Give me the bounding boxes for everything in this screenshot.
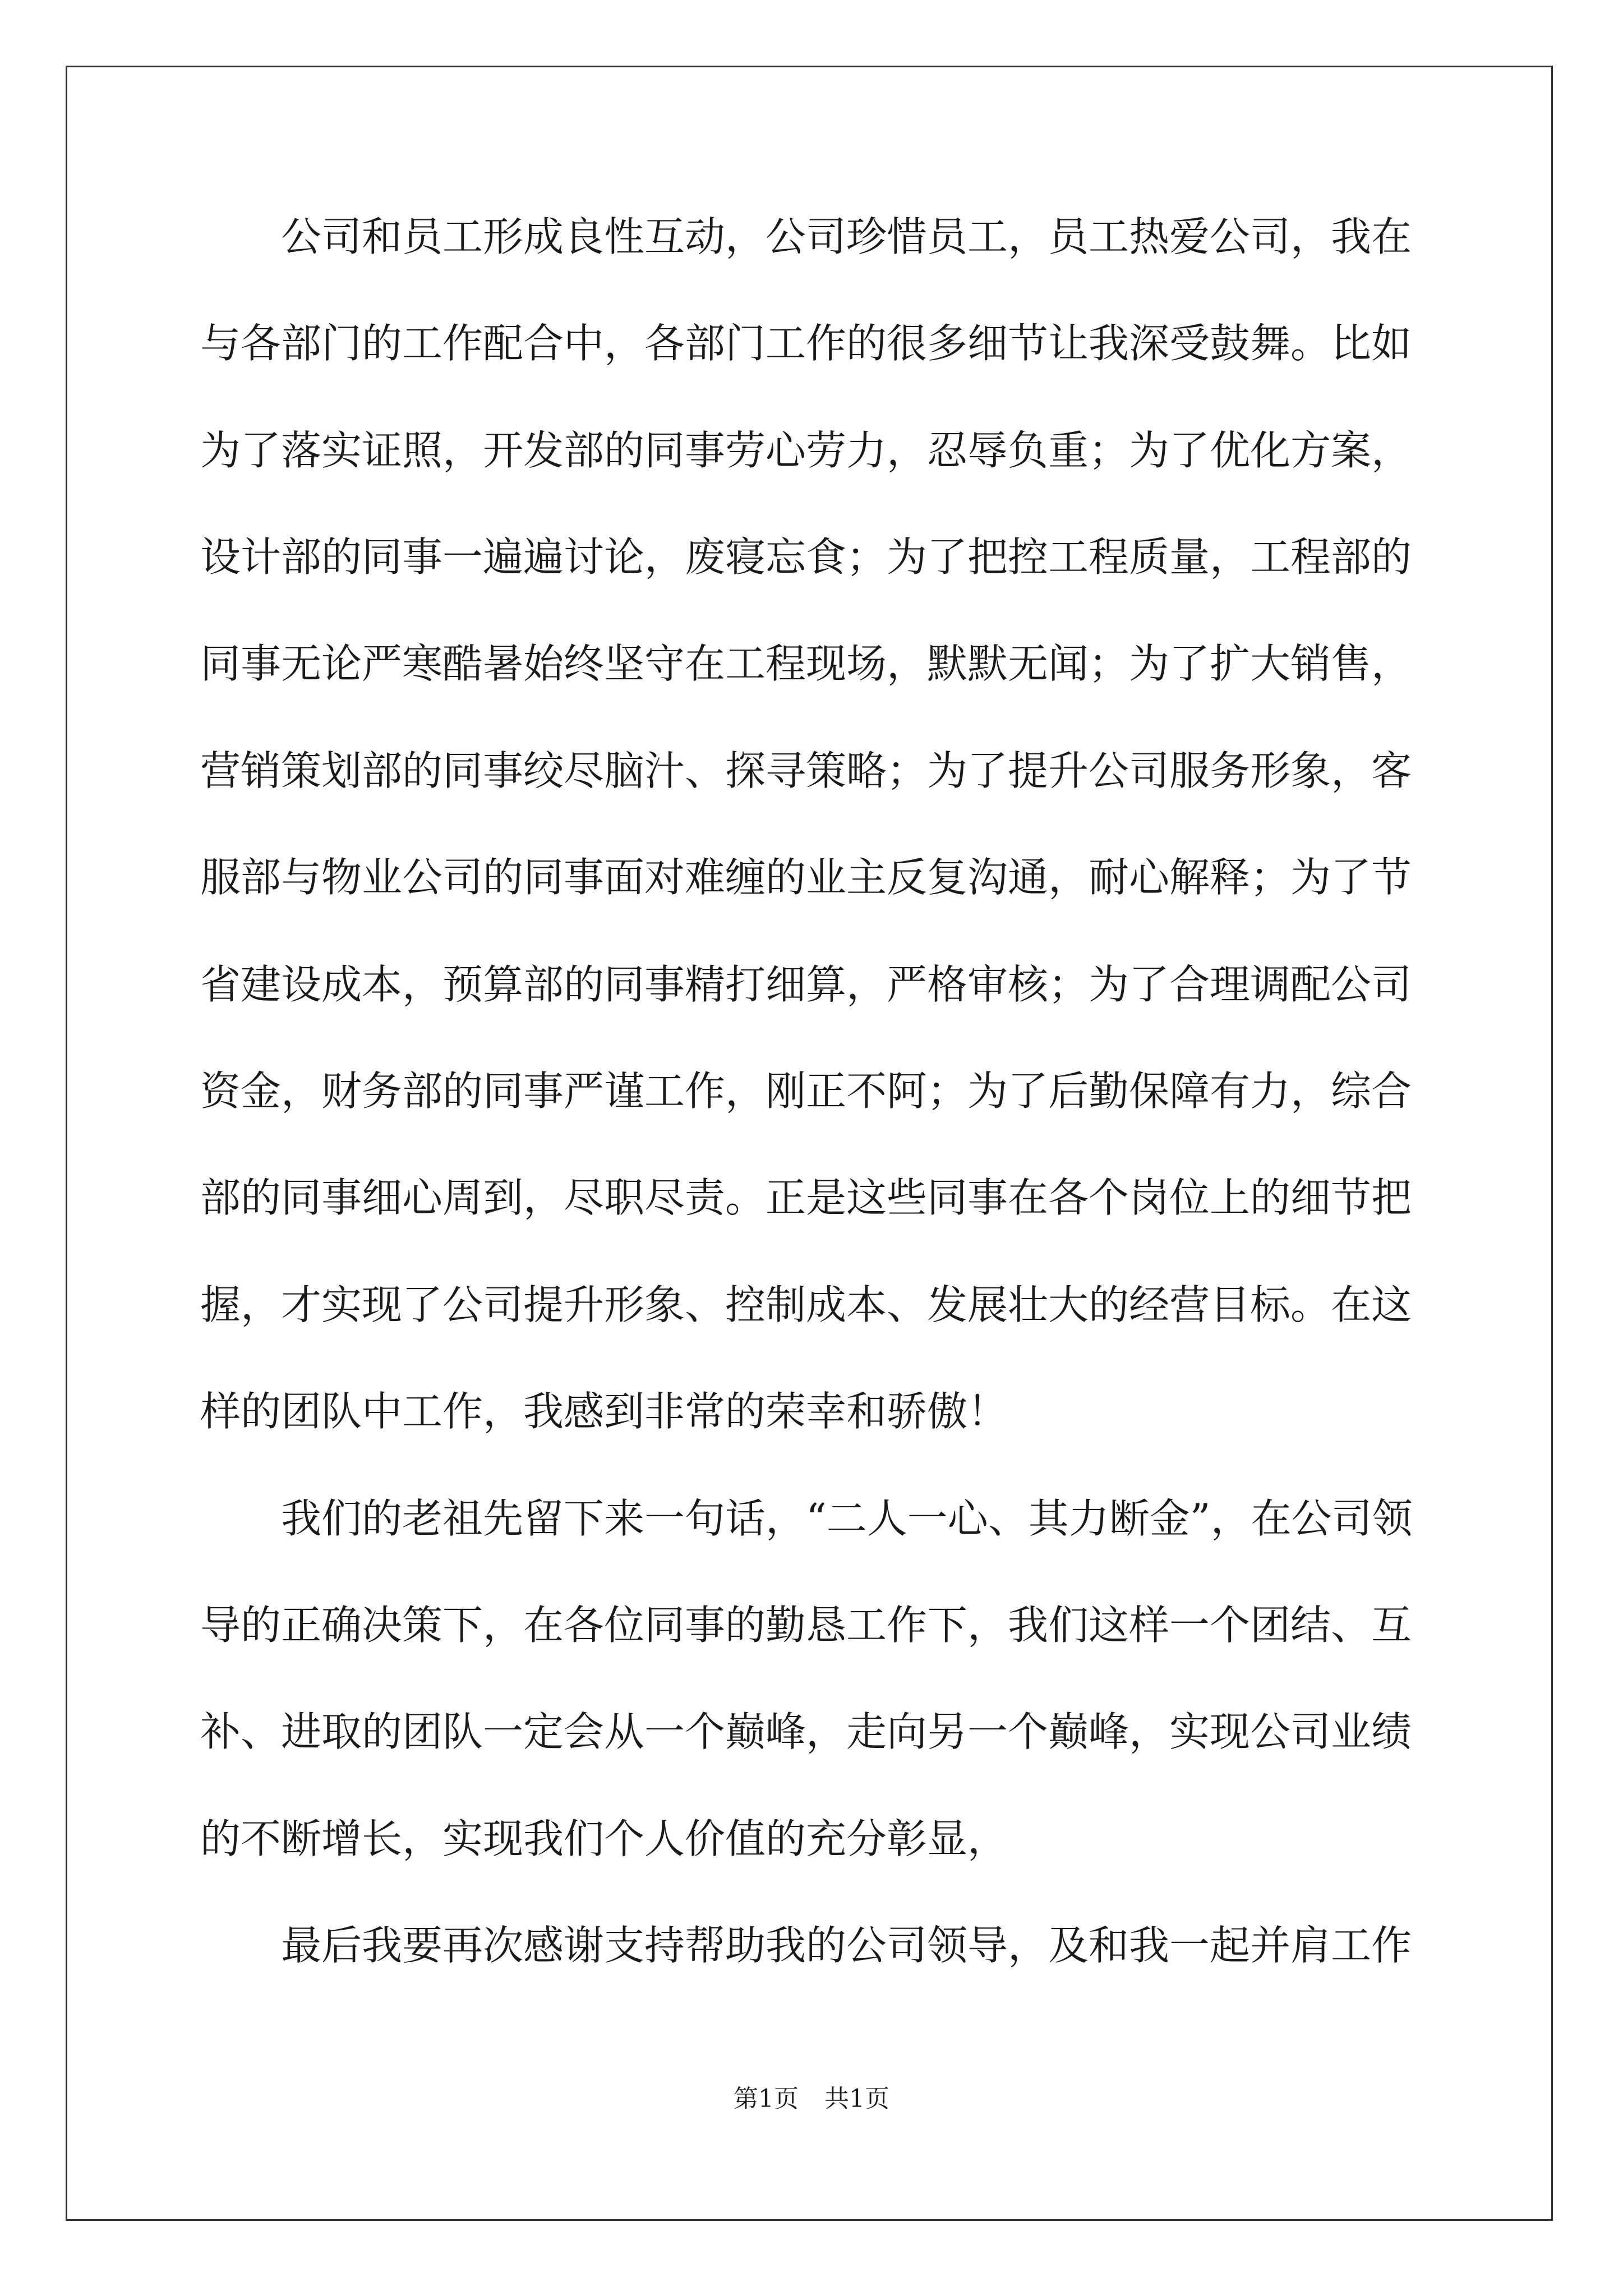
body-line: 我们的老祖先留下来一句话，“二人一心、其力断金”，在公司领 [200,1495,1413,1542]
page-footer [0,2082,1623,2116]
body-line: 服部与物业公司的同事面对难缠的业主反复沟通，耐心解释；为了节 [200,854,1412,901]
body-line: 补、进取的团队一定会从一个巅峰，走向另一个巅峰，实现公司业绩 [200,1708,1412,1755]
body-line: 导的正确决策下，在各位同事的勤恳工作下，我们这样一个团结、互 [200,1602,1412,1649]
body-line: 最后我要再次感谢支持帮助我的公司领导，及和我一起并肩工作 [200,1922,1412,1969]
body-line: 与各部门的工作配合中，各部门工作的很多细节让我深受鼓舞。比如 [200,320,1412,367]
page-number: 第1页 [734,2085,799,2113]
body-line: 资金，财务部的同事严谨工作，刚正不阿；为了后勤保障有力，综合 [200,1068,1412,1115]
page-total: 共1页 [824,2085,889,2113]
page-border [66,66,1553,2221]
body-line: 的不断增长，实现我们个人价值的充分彰显， [200,1815,1008,1862]
body-line: 为了落实证照，开发部的同事劳心劳力，忍辱负重；为了优化方案， [200,427,1412,474]
body-line: 公司和员工形成良性互动，公司珍惜员工，员工热爱公司，我在 [200,213,1412,260]
body-line: 同事无论严寒酷暑始终坚守在工程现场，默默无闻；为了扩大销售， [200,640,1412,687]
body-line: 样的团队中工作，我感到非常的荣幸和骄傲！ [200,1388,1008,1435]
body-line: 握，才实现了公司提升形象、控制成本、发展壮大的经营目标。在这 [200,1281,1412,1328]
body-line: 部的同事细心周到，尽职尽责。正是这些同事在各个岗位上的细节把 [200,1174,1412,1221]
body-line: 营销策划部的同事绞尽脑汁、探寻策略；为了提升公司服务形象，客 [200,747,1412,794]
body-line: 设计部的同事一遍遍讨论，废寝忘食；为了把控工程质量，工程部的 [200,533,1412,581]
body-line: 省建设成本，预算部的同事精打细算，严格审核；为了合理调配公司 [200,961,1412,1008]
